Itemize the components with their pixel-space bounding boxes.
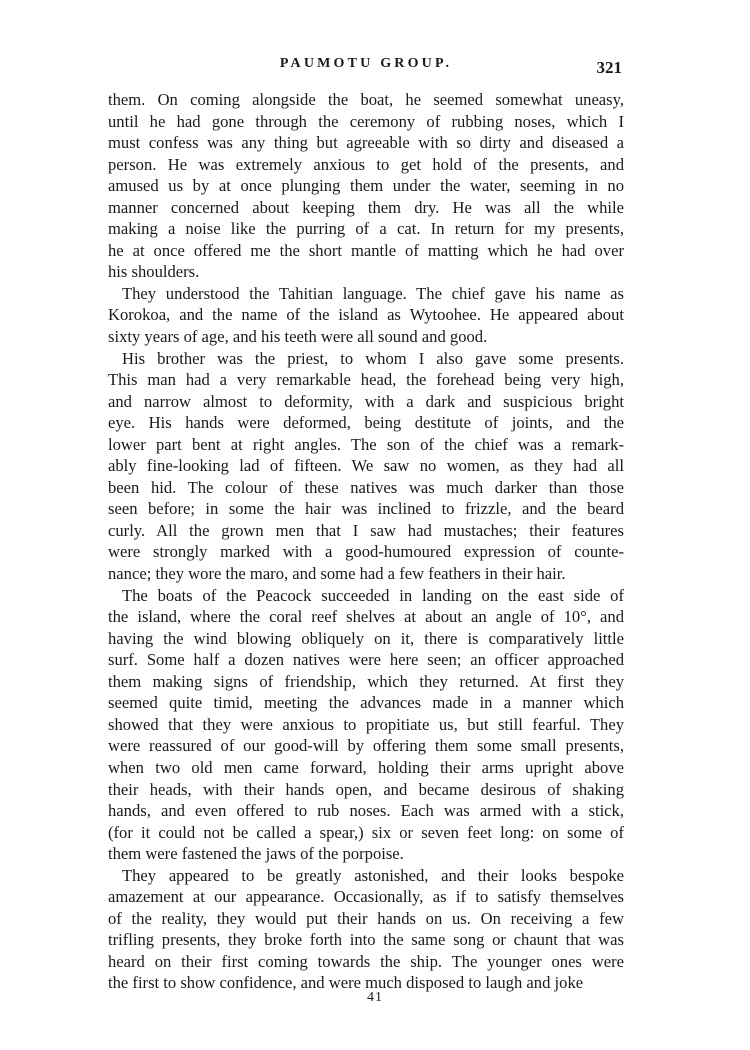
text-line: They understood the Tahitian language. The chief gave his name as	[122, 283, 624, 303]
text-line: ably fine-looking lad of fifteen. We saw no women, as they had all	[108, 456, 624, 476]
text-line: surf. Some half a dozen natives were here seen; an officer approached	[108, 650, 624, 670]
text-line: until he had gone through the ceremony of rubbing noses, which I	[108, 111, 624, 131]
text-line: lower part bent at right angles. The son of the chief was a remark-	[108, 434, 624, 454]
text-line: when two old men came forward, holding their arms upright above	[108, 757, 624, 777]
text-line: were reassured of our good-will by offering them some small presents,	[108, 736, 624, 756]
text-line: seemed quite timid, meeting the advances made in a manner which	[108, 693, 624, 713]
text-line: eye. His hands were deformed, being destitute of joints, and the	[108, 413, 624, 433]
text-line: (for it could not be called a spear,) six or seven feet long: on some of	[108, 822, 624, 842]
text-line: The boats of the Peacock succeeded in landing on the east side of	[122, 585, 624, 605]
text-line: were strongly marked with a good-humoured expression of counte-	[108, 542, 624, 562]
text-line: This man had a very remarkable head, the forehead being very high,	[108, 370, 624, 390]
text-line: their heads, with their hands open, and became desirous of shaking	[108, 779, 624, 799]
signature-mark: 41	[367, 990, 383, 1005]
text-line: trifling presents, they broke forth into the same song or chaunt that was	[108, 930, 624, 950]
text-line: nance; they wore the maro, and some had a few feathers in their hair.	[108, 564, 566, 584]
text-line: amazement at our appearance. Occasionally, as if to satisfy themselves	[108, 887, 624, 907]
text-line: and narrow almost to deformity, with a dark and suspicious bright	[108, 391, 624, 411]
text-line: he at once offered me the short mantle of matting which he had over	[108, 240, 624, 260]
text-line: the island, where the coral reef shelves at about an angle of 10°, and	[108, 607, 624, 627]
text-line: Korokoa, and the name of the island as Wytoohee. He appeared about	[108, 305, 624, 325]
text-line: showed that they were anxious to propitiate us, but still fearful. They	[108, 714, 624, 734]
text-line: making a noise like the purring of a cat. In return for my presents,	[108, 219, 624, 239]
text-line: curly. All the grown men that I saw had mustaches; their features	[108, 520, 624, 540]
text-line: seen before; in some the hair was inclined to frizzle, and the beard	[108, 499, 624, 519]
page-header	[108, 52, 624, 82]
text-line: heard on their first coming towards the ship. The younger ones were	[108, 951, 624, 971]
text-line: them were fastened the jaws of the porpoise.	[108, 844, 404, 864]
text-line: having the wind blowing obliquely on it, there is comparatively little	[108, 628, 624, 648]
text-line: hands, and even offered to rub noses. Each was armed with a stick,	[108, 801, 624, 821]
text-line: His brother was the priest, to whom I also gave some presents.	[122, 348, 624, 368]
text-line: the first to show confidence, and were much disposed to laugh and joke	[108, 973, 584, 993]
body-text	[108, 89, 624, 994]
text-line: them. On coming alongside the boat, he seemed somewhat uneasy,	[108, 90, 624, 109]
text-line: manner concerned about keeping them dry. He was all the while	[108, 197, 624, 217]
text-line: his shoulders.	[108, 262, 200, 282]
page-number: 321	[596, 58, 622, 77]
text-line: person. He was extremely anxious to get hold of the presents, and	[108, 154, 624, 174]
text-line: sixty years of age, and his teeth were all sound and good.	[108, 327, 488, 347]
text-line: been hid. The colour of these natives was much darker than those	[108, 477, 624, 497]
text-line: of the reality, they would put their hands on us. On receiving a few	[108, 908, 624, 928]
text-line: them making signs of friendship, which they returned. At first they	[108, 671, 624, 691]
text-line: must confess was any thing but agreeable with so dirty and diseased a	[108, 133, 624, 153]
running-head: PAUMOTU GROUP.	[279, 56, 453, 71]
text-line: They appeared to be greatly astonished, and their looks bespoke	[122, 865, 624, 885]
text-line: amused us by at once plunging them under the water, seeming in no	[108, 176, 624, 196]
